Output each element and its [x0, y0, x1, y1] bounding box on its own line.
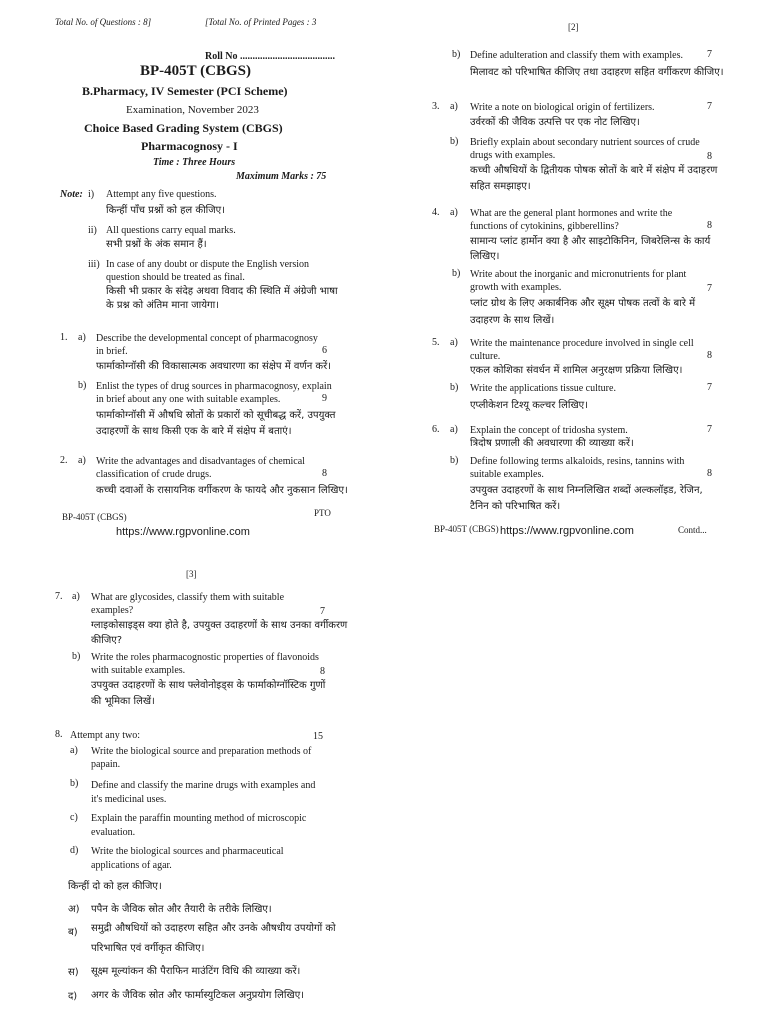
question-text: Write the biological sources and pharmaceutical [91, 846, 284, 857]
exam-session: Examination, November 2023 [126, 104, 259, 116]
question-text: Write about the inorganic and micronutrients for plant [470, 269, 687, 280]
question-text: drugs with examples. [470, 150, 556, 161]
marks: 9 [322, 393, 327, 404]
question-text: Define following terms alkaloids, resins, tannins with [470, 456, 685, 467]
question-text: papain. [91, 759, 121, 770]
question-text-hindi: समुद्री औषधियों को उदाहरण सहित और उनके औषधीय उपयोगों को [91, 923, 336, 934]
question-text-hindi: उदाहरणों के साथ किसी एक के बारे में संक्षेप में बताएं। [96, 426, 292, 437]
footer-code: BP-405T (CBGS) [434, 524, 499, 534]
marks: 6 [322, 345, 327, 356]
question-number: 4. [432, 207, 440, 218]
marks: 7 [707, 49, 712, 60]
question-text-hindi: त्रिदोष प्रणाली की अवधारणा की व्याख्या करें। [470, 438, 634, 449]
page-number: [3] [186, 569, 197, 579]
note-text: question should be treated as final. [106, 272, 245, 283]
question-text: culture. [470, 351, 501, 362]
question-text-hindi: उपयुक्त उदाहरणों के साथ निम्नलिखित शब्दों अल्कलॉइड, रेजिन, [470, 485, 703, 496]
page-number: [2] [568, 22, 579, 32]
part-label: a) [78, 455, 86, 466]
part-label: b) [452, 268, 461, 279]
part-label: a) [450, 424, 458, 435]
question-text-hindi: टैनिन को परिभाषित करें। [470, 501, 561, 512]
question-text: suitable examples. [470, 469, 544, 480]
marks: 7 [320, 606, 325, 617]
grading-system: Choice Based Grading System (CBGS) [84, 121, 283, 135]
question-text-hindi: सहित समझाइए। [470, 181, 531, 192]
question-number: 5. [432, 337, 440, 348]
part-label: a) [72, 591, 80, 602]
question-text-hindi: ग्लाइकोसाइड्स क्या होते है, उपयुक्त उदाहरणों के साथ उनका वर्गीकरण [91, 620, 348, 631]
question-text: Describe the developmental concept of pharmacognosy [96, 333, 318, 344]
question-text: growth with examples. [470, 282, 562, 293]
marks: 7 [707, 283, 712, 294]
question-text-hindi: एप्लीकेशन टिश्यू कल्चर लिखिए। [470, 400, 588, 411]
question-number: 7. [55, 591, 63, 602]
question-text: Write a note on biological origin of fertilizers. [470, 102, 655, 113]
question-text-hindi: परिभाषित एवं वर्गीकृत कीजिए। [91, 943, 205, 954]
note-text: All questions carry equal marks. [106, 225, 236, 236]
part-label: a) [450, 207, 458, 218]
part-label: d) [70, 845, 79, 856]
note-text-hindi: के प्रश्न को अंतिम माना जायेगा। [106, 300, 220, 311]
note-text: In case of any doubt or dispute the English version [106, 259, 310, 270]
note-text-hindi: किन्हीं पाँच प्रश्नों को हल कीजिए। [106, 205, 225, 216]
question-text: What are the general plant hormones and write the [470, 208, 673, 219]
question-text-hindi: अगर के जैविक स्रोत और फार्मास्युटिकल अनुप्रयोग लिखिए। [91, 990, 305, 1001]
part-label: a) [450, 337, 458, 348]
question-text-hindi: की भूमिका लिखें। [91, 696, 155, 707]
question-text: functions of cytokinins, gibberellins? [470, 221, 619, 232]
part-label: b) [450, 382, 459, 393]
question-text-hindi: उदाहरण के साथ लिखें। [470, 315, 555, 326]
question-text-hindi: प्लांट ग्रोथ के लिए अकार्बनिक और सूक्ष्म पोषक तत्वों के बारे में [470, 298, 696, 309]
question-text-hindi: फार्माकोग्नॉसी की विकासात्मक अवधारणा का संक्षेप में वर्णन करें। [96, 361, 331, 372]
question-text: evaluation. [91, 827, 136, 838]
question-text: Define adulteration and classify them with examples. [470, 50, 683, 61]
footer-contd: Contd... [678, 525, 707, 535]
part-label: a) [70, 745, 78, 756]
question-text: Write the maintenance procedure involved in single cell [470, 338, 694, 349]
marks: 8 [320, 666, 325, 677]
question-text: Write the roles pharmacognostic properties of flavonoids [91, 652, 319, 663]
max-marks: Maximum Marks : 75 [236, 171, 327, 182]
question-text: with suitable examples. [91, 665, 186, 676]
total-questions: Total No. of Questions : 8] [55, 17, 152, 27]
question-text: classification of crude drugs. [96, 469, 212, 480]
marks: 8 [707, 151, 712, 162]
question-text: it's medicinal uses. [91, 794, 167, 805]
note-num: iii) [88, 259, 100, 270]
question-text-hindi: पपैन के जैविक स्रोत और तैयारी के तरीके लिखिए। [91, 904, 272, 915]
part-label-hindi: ब) [68, 927, 78, 938]
part-label-hindi: द) [68, 991, 78, 1002]
question-text-hindi: कच्ची दवाओं के रासायनिक वर्गीकरण के फायदे और नुकसान लिखिए। [96, 485, 348, 496]
question-text: Write the applications tissue culture. [470, 383, 616, 394]
marks: 15 [313, 731, 323, 742]
marks: 7 [707, 382, 712, 393]
question-number: 1. [60, 332, 68, 343]
paper-code: BP-405T (CBGS) [140, 63, 251, 79]
note-text-hindi: किसी भी प्रकार के संदेह अथवा विवाद की स्थिति में अंग्रेजी भाषा [106, 286, 338, 297]
part-label: b) [450, 136, 459, 147]
question-text-hindi: सामान्य प्लांट हार्मोन क्या है और साइटोकिनिन, जिबरेलिन्स के कार्य [470, 236, 711, 247]
question-number: 3. [432, 101, 440, 112]
footer-pto: PTO [314, 508, 331, 518]
question-intro-hindi: किन्हीं दो को हल कीजिए। [68, 881, 162, 892]
question-text-hindi: कीजिए? [91, 635, 123, 646]
roll-no: Roll No ...................................... [205, 51, 335, 62]
question-text: Briefly explain about secondary nutrient sources of crude [470, 137, 700, 148]
question-text: Enlist the types of drug sources in pharmacognosy, explain [96, 381, 332, 392]
question-text-hindi: फार्माकोग्नॉसी में औषधि स्रोतों के प्रकारों को सूचीबद्ध करें, उपयुक्त [96, 410, 336, 421]
part-label: a) [78, 332, 86, 343]
question-text: applications of agar. [91, 860, 172, 871]
source-url[interactable]: https://www.rgpvonline.com [500, 525, 634, 537]
question-text-hindi: उर्वरकों की जैविक उत्पत्ति पर एक नोट लिखिए। [470, 117, 640, 128]
part-label: b) [70, 778, 79, 789]
note-num: i) [88, 189, 95, 200]
note-text: Attempt any five questions. [106, 189, 217, 200]
note-label: Note: [60, 189, 83, 200]
footer-code: BP-405T (CBGS) [62, 512, 127, 522]
question-text: in brief. [96, 346, 128, 357]
question-number: 8. [55, 729, 63, 740]
question-text: Explain the paraffin mounting method of microscopic [91, 813, 307, 824]
note-text-hindi: सभी प्रश्नों के अंक समान हैं। [106, 239, 207, 250]
marks: 8 [322, 468, 327, 479]
part-label: b) [72, 651, 81, 662]
marks: 7 [707, 424, 712, 435]
question-text: examples? [91, 605, 134, 616]
question-text-hindi: उपयुक्त उदाहरणों के साथ फ्लेवोनोइड्स के फार्माकोग्नॉस्टिक गुणों [91, 680, 326, 691]
question-text-hindi: कच्ची औषधियों के द्वितीयक पोषक स्रोतों के बारे में संक्षेप में उदाहरण [470, 165, 718, 176]
marks: 8 [707, 468, 712, 479]
printed-pages: [Total No. of Printed Pages : 3 [205, 17, 317, 27]
part-label: b) [450, 455, 459, 466]
marks: 8 [707, 350, 712, 361]
question-number: 6. [432, 424, 440, 435]
question-text-hindi: एकल कोशिका संवर्धन में शामिल अनुरक्षण प्रक्रिया लिखिए। [470, 365, 683, 376]
question-text: Explain the concept of tridosha system. [470, 425, 628, 436]
question-text: What are glycosides, classify them with suitable [91, 592, 285, 603]
question-text-hindi: लिखिए। [470, 251, 500, 262]
part-label: c) [70, 812, 78, 823]
question-text-hindi: मिलावट को परिभाषित कीजिए तथा उदाहरण सहित वर्गीकरण कीजिए। [470, 67, 724, 78]
marks: 8 [707, 220, 712, 231]
note-num: ii) [88, 225, 97, 236]
question-text: in brief about any one with suitable examples. [96, 394, 281, 405]
part-label-hindi: स) [68, 967, 79, 978]
question-text-hindi: सूक्ष्म मूल्यांकन की पैराफिन माउंटिंग विधि की व्याख्या करें। [91, 966, 301, 977]
marks: 7 [707, 101, 712, 112]
part-label-hindi: अ) [68, 904, 80, 915]
source-url[interactable]: https://www.rgpvonline.com [116, 526, 250, 538]
part-label: b) [78, 380, 87, 391]
part-label: b) [452, 49, 461, 60]
question-intro: Attempt any two: [70, 730, 140, 741]
question-text: Write the advantages and disadvantages of chemical [96, 456, 305, 467]
question-number: 2. [60, 455, 68, 466]
subject: Pharmacognosy - I [141, 139, 238, 153]
question-text: Write the biological source and preparation methods of [91, 746, 312, 757]
part-label: a) [450, 101, 458, 112]
semester: B.Pharmacy, IV Semester (PCI Scheme) [82, 84, 288, 98]
question-text: Define and classify the marine drugs with examples and [91, 780, 316, 791]
exam-time: Time : Three Hours [153, 157, 236, 168]
